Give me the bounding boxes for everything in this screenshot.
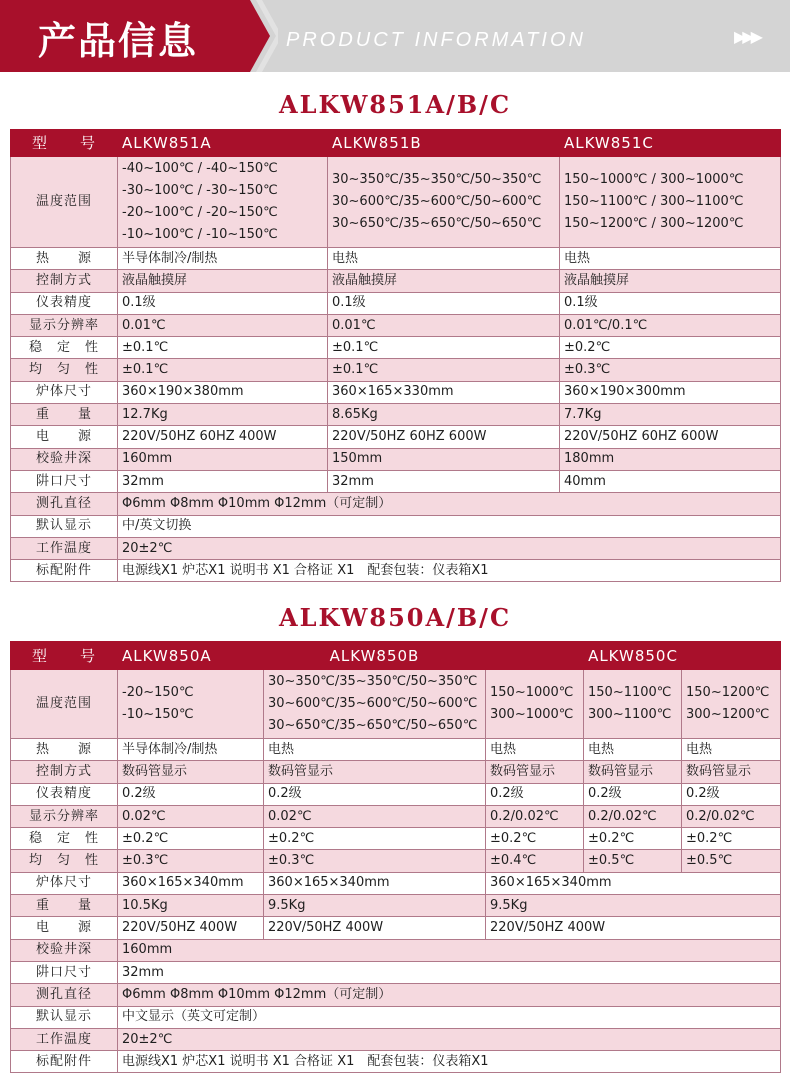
- row-label: 工作温度: [11, 1028, 118, 1050]
- cell-b: 150mm: [328, 448, 560, 470]
- temp-range-b-line: 30~650℃/35~650℃/50~650℃: [332, 216, 542, 231]
- cell-a: 液晶触摸屏: [118, 270, 328, 292]
- cell-a: 0.1级: [118, 292, 328, 314]
- cell-c: 9.5Kg: [486, 895, 781, 917]
- temp-range-label: 温度范围: [11, 670, 118, 739]
- temp-range-a-line: -30~100℃ / -30~150℃: [122, 183, 278, 198]
- cell-c3: 0.2级: [682, 783, 781, 805]
- span-cell: 电源线X1 炉芯X1 说明书 X1 合格证 X1 配套包装：仪表箱X1: [118, 1051, 781, 1073]
- cell-a: 半导体制冷/制热: [118, 739, 264, 761]
- row-label: 显示分辨率: [11, 314, 118, 336]
- temp-range-c3-line: 150~1200℃: [686, 685, 770, 700]
- cell-a: 数码管显示: [118, 761, 264, 783]
- table-row: [11, 961, 781, 983]
- temp-range-a-line: -20~150℃: [122, 685, 194, 700]
- cell-a: 12.7Kg: [118, 404, 328, 426]
- cell-c1: ±0.4℃: [486, 850, 584, 872]
- span-cell: 20±2℃: [118, 537, 781, 559]
- model-a-cell: ALKW851A: [118, 130, 328, 157]
- cell-b: 8.65Kg: [328, 404, 560, 426]
- cell-a: 0.2级: [118, 783, 264, 805]
- row-label: 电 源: [11, 426, 118, 448]
- cell-b: 360×165×340mm: [264, 872, 486, 894]
- span-cell: 160mm: [118, 939, 781, 961]
- cell-c1: ±0.2℃: [486, 828, 584, 850]
- temp-range-c2-line: 150~1100℃: [588, 685, 672, 700]
- row-label: 稳 定 性: [11, 828, 118, 850]
- temp-range-c1: [486, 670, 584, 739]
- cell-c: 液晶触摸屏: [560, 270, 781, 292]
- cell-a: ±0.1℃: [118, 359, 328, 381]
- temp-range-c3-line: 300~1200℃: [686, 707, 770, 722]
- row-label: 默认显示: [11, 515, 118, 537]
- row-label: 工作温度: [11, 537, 118, 559]
- model-c-cell: ALKW850C: [486, 642, 781, 670]
- cell-b: ±0.1℃: [328, 359, 560, 381]
- table-row: [11, 1028, 781, 1050]
- model-a-cell: ALKW850A: [118, 642, 264, 670]
- cell-a: ±0.1℃: [118, 337, 328, 359]
- span-cell: Φ6mm Φ8mm Φ10mm Φ12mm（可定制）: [118, 493, 781, 515]
- temp-range-b-line: 30~600℃/35~600℃/50~600℃: [268, 696, 478, 711]
- banner-title: 产品信息: [38, 19, 199, 63]
- cell-c2: ±0.2℃: [584, 828, 682, 850]
- temp-range-c3: [682, 670, 781, 739]
- row-label: 阱口尺寸: [11, 961, 118, 983]
- table-row: [11, 404, 781, 426]
- table-row: [11, 917, 781, 939]
- table-row: [11, 130, 781, 157]
- cell-b: 液晶触摸屏: [328, 270, 560, 292]
- cell-c: ±0.2℃: [560, 337, 781, 359]
- table-row: [11, 939, 781, 961]
- table-row: [11, 560, 781, 582]
- cell-a: 360×190×380mm: [118, 381, 328, 403]
- cell-b: 数码管显示: [264, 761, 486, 783]
- cell-c: 220V/50HZ 400W: [486, 917, 781, 939]
- cell-c2: 电热: [584, 739, 682, 761]
- cell-a: 32mm: [118, 470, 328, 492]
- cell-b: 电热: [264, 739, 486, 761]
- cell-b: ±0.1℃: [328, 337, 560, 359]
- cell-b: 220V/50HZ 60HZ 600W: [328, 426, 560, 448]
- table-row: [11, 642, 781, 670]
- cell-b: 0.01℃: [328, 314, 560, 336]
- cell-c2: 数码管显示: [584, 761, 682, 783]
- cell-a: ±0.3℃: [118, 850, 264, 872]
- row-label: 炉体尺寸: [11, 381, 118, 403]
- model-c-cell: ALKW851C: [560, 130, 781, 157]
- row-label: 校验井深: [11, 448, 118, 470]
- table-row: [11, 670, 781, 739]
- span-cell: Φ6mm Φ8mm Φ10mm Φ12mm（可定制）: [118, 984, 781, 1006]
- model-b-cell: ALKW850B: [264, 642, 486, 670]
- row-label: 测孔直径: [11, 984, 118, 1006]
- model-label-cell: 型 号: [11, 130, 118, 157]
- cell-c: 360×165×340mm: [486, 872, 781, 894]
- temp-range-a: [118, 157, 328, 248]
- cell-c: 360×190×300mm: [560, 381, 781, 403]
- temp-range-b-line: 30~350℃/35~350℃/50~350℃: [332, 172, 542, 187]
- row-label: 炉体尺寸: [11, 872, 118, 894]
- section-title-alkw851: ALKW851A/B/C: [278, 90, 512, 119]
- cell-a: 0.01℃: [118, 314, 328, 336]
- row-label: 均 匀 性: [11, 359, 118, 381]
- banner-subtitle: PRODUCT INFORMATION: [286, 29, 586, 51]
- temp-range-c-line: 150~1000℃ / 300~1000℃: [564, 172, 744, 187]
- table-row: [11, 470, 781, 492]
- cell-c: 220V/50HZ 60HZ 600W: [560, 426, 781, 448]
- cell-a: ±0.2℃: [118, 828, 264, 850]
- row-label: 重 量: [11, 404, 118, 426]
- cell-c3: ±0.5℃: [682, 850, 781, 872]
- table-row: [11, 314, 781, 336]
- temp-range-b-line: 30~350℃/35~350℃/50~350℃: [268, 674, 478, 689]
- row-label: 测孔直径: [11, 493, 118, 515]
- cell-c1: 0.2/0.02℃: [486, 805, 584, 827]
- row-label: 控制方式: [11, 270, 118, 292]
- span-cell: 32mm: [118, 961, 781, 983]
- cell-c: 180mm: [560, 448, 781, 470]
- table-row: [11, 828, 781, 850]
- row-label: 热 源: [11, 739, 118, 761]
- section-title-alkw850: ALKW850A/B/C: [278, 603, 512, 632]
- cell-a: 220V/50HZ 400W: [118, 917, 264, 939]
- cell-b: ±0.2℃: [264, 828, 486, 850]
- row-label: 标配附件: [11, 560, 118, 582]
- row-label: 标配附件: [11, 1051, 118, 1073]
- row-label: 稳 定 性: [11, 337, 118, 359]
- temp-range-b: [264, 670, 486, 739]
- table-row: [11, 537, 781, 559]
- table-row: [11, 872, 781, 894]
- temp-range-a-line: -10~150℃: [122, 707, 194, 722]
- triple-arrow-icon: ▶▶▶: [734, 27, 759, 46]
- row-label: 均 匀 性: [11, 850, 118, 872]
- cell-b: 0.02℃: [264, 805, 486, 827]
- table-row: [11, 895, 781, 917]
- temp-range-b-line: 30~600℃/35~600℃/50~600℃: [332, 194, 542, 209]
- temp-range-c-line: 150~1100℃ / 300~1100℃: [564, 194, 744, 209]
- temp-range-c1-line: 150~1000℃: [490, 685, 574, 700]
- row-label: 显示分辨率: [11, 805, 118, 827]
- cell-c2: ±0.5℃: [584, 850, 682, 872]
- table-row: [11, 337, 781, 359]
- temp-range-c2-line: 300~1100℃: [588, 707, 672, 722]
- cell-b: 32mm: [328, 470, 560, 492]
- cell-c3: ±0.2℃: [682, 828, 781, 850]
- temp-range-c1-line: 300~1000℃: [490, 707, 574, 722]
- cell-a: 220V/50HZ 60HZ 400W: [118, 426, 328, 448]
- cell-b: 0.1级: [328, 292, 560, 314]
- cell-c2: 0.2级: [584, 783, 682, 805]
- cell-c: 0.01℃/0.1℃: [560, 314, 781, 336]
- row-label: 阱口尺寸: [11, 470, 118, 492]
- temp-range-c-line: 150~1200℃ / 300~1200℃: [564, 216, 744, 231]
- cell-b: 0.2级: [264, 783, 486, 805]
- table-row: [11, 739, 781, 761]
- cell-a: 360×165×340mm: [118, 872, 264, 894]
- row-label: 电 源: [11, 917, 118, 939]
- temp-range-b-line: 30~650℃/35~650℃/50~650℃: [268, 718, 478, 733]
- table-row: [11, 850, 781, 872]
- table-row: [11, 984, 781, 1006]
- table-row: [11, 761, 781, 783]
- row-label: 校验井深: [11, 939, 118, 961]
- table-row: [11, 493, 781, 515]
- span-cell: 中文显示（英文可定制）: [118, 1006, 781, 1028]
- temp-range-b: [328, 157, 560, 248]
- header-banner: [0, 0, 790, 72]
- cell-b: 360×165×330mm: [328, 381, 560, 403]
- model-b-cell: ALKW851B: [328, 130, 560, 157]
- temp-range-a-line: -40~100℃ / -40~150℃: [122, 161, 278, 176]
- table-row: [11, 515, 781, 537]
- cell-c: 40mm: [560, 470, 781, 492]
- temp-range-a: [118, 670, 264, 739]
- table-row: [11, 248, 781, 270]
- cell-c: 0.1级: [560, 292, 781, 314]
- span-cell: 20±2℃: [118, 1028, 781, 1050]
- cell-c3: 电热: [682, 739, 781, 761]
- table-row: [11, 805, 781, 827]
- table-row: [11, 292, 781, 314]
- row-label: 重 量: [11, 895, 118, 917]
- spec-table-alkw851: [10, 129, 781, 582]
- table-row: [11, 783, 781, 805]
- cell-a: 半导体制冷/制热: [118, 248, 328, 270]
- row-label: 控制方式: [11, 761, 118, 783]
- cell-a: 0.02℃: [118, 805, 264, 827]
- cell-c3: 数码管显示: [682, 761, 781, 783]
- cell-c: ±0.3℃: [560, 359, 781, 381]
- temp-range-c2: [584, 670, 682, 739]
- cell-c1: 0.2级: [486, 783, 584, 805]
- table-row: [11, 1051, 781, 1073]
- table-row: [11, 270, 781, 292]
- cell-c: 电热: [560, 248, 781, 270]
- table-row: [11, 1006, 781, 1028]
- spec-table-alkw850: [10, 641, 781, 1073]
- temp-range-a-line: -10~100℃ / -10~150℃: [122, 227, 278, 242]
- row-label: 仪表精度: [11, 783, 118, 805]
- table-row: [11, 359, 781, 381]
- row-label: 热 源: [11, 248, 118, 270]
- cell-a: 10.5Kg: [118, 895, 264, 917]
- temp-range-a-line: -20~100℃ / -20~150℃: [122, 205, 278, 220]
- model-label-cell: 型 号: [11, 642, 118, 670]
- cell-b: 电热: [328, 248, 560, 270]
- row-label: 默认显示: [11, 1006, 118, 1028]
- temp-range-label: 温度范围: [11, 157, 118, 248]
- cell-a: 160mm: [118, 448, 328, 470]
- cell-b: ±0.3℃: [264, 850, 486, 872]
- span-cell: 电源线X1 炉芯X1 说明书 X1 合格证 X1 配套包装：仪表箱X1: [118, 560, 781, 582]
- cell-c: 7.7Kg: [560, 404, 781, 426]
- cell-c1: 数码管显示: [486, 761, 584, 783]
- cell-b: 220V/50HZ 400W: [264, 917, 486, 939]
- cell-c3: 0.2/0.02℃: [682, 805, 781, 827]
- table-row: [11, 157, 781, 248]
- cell-c1: 电热: [486, 739, 584, 761]
- temp-range-c: [560, 157, 781, 248]
- table-row: [11, 448, 781, 470]
- table-row: [11, 426, 781, 448]
- span-cell: 中/英文切换: [118, 515, 781, 537]
- row-label: 仪表精度: [11, 292, 118, 314]
- cell-b: 9.5Kg: [264, 895, 486, 917]
- cell-c2: 0.2/0.02℃: [584, 805, 682, 827]
- table-row: [11, 381, 781, 403]
